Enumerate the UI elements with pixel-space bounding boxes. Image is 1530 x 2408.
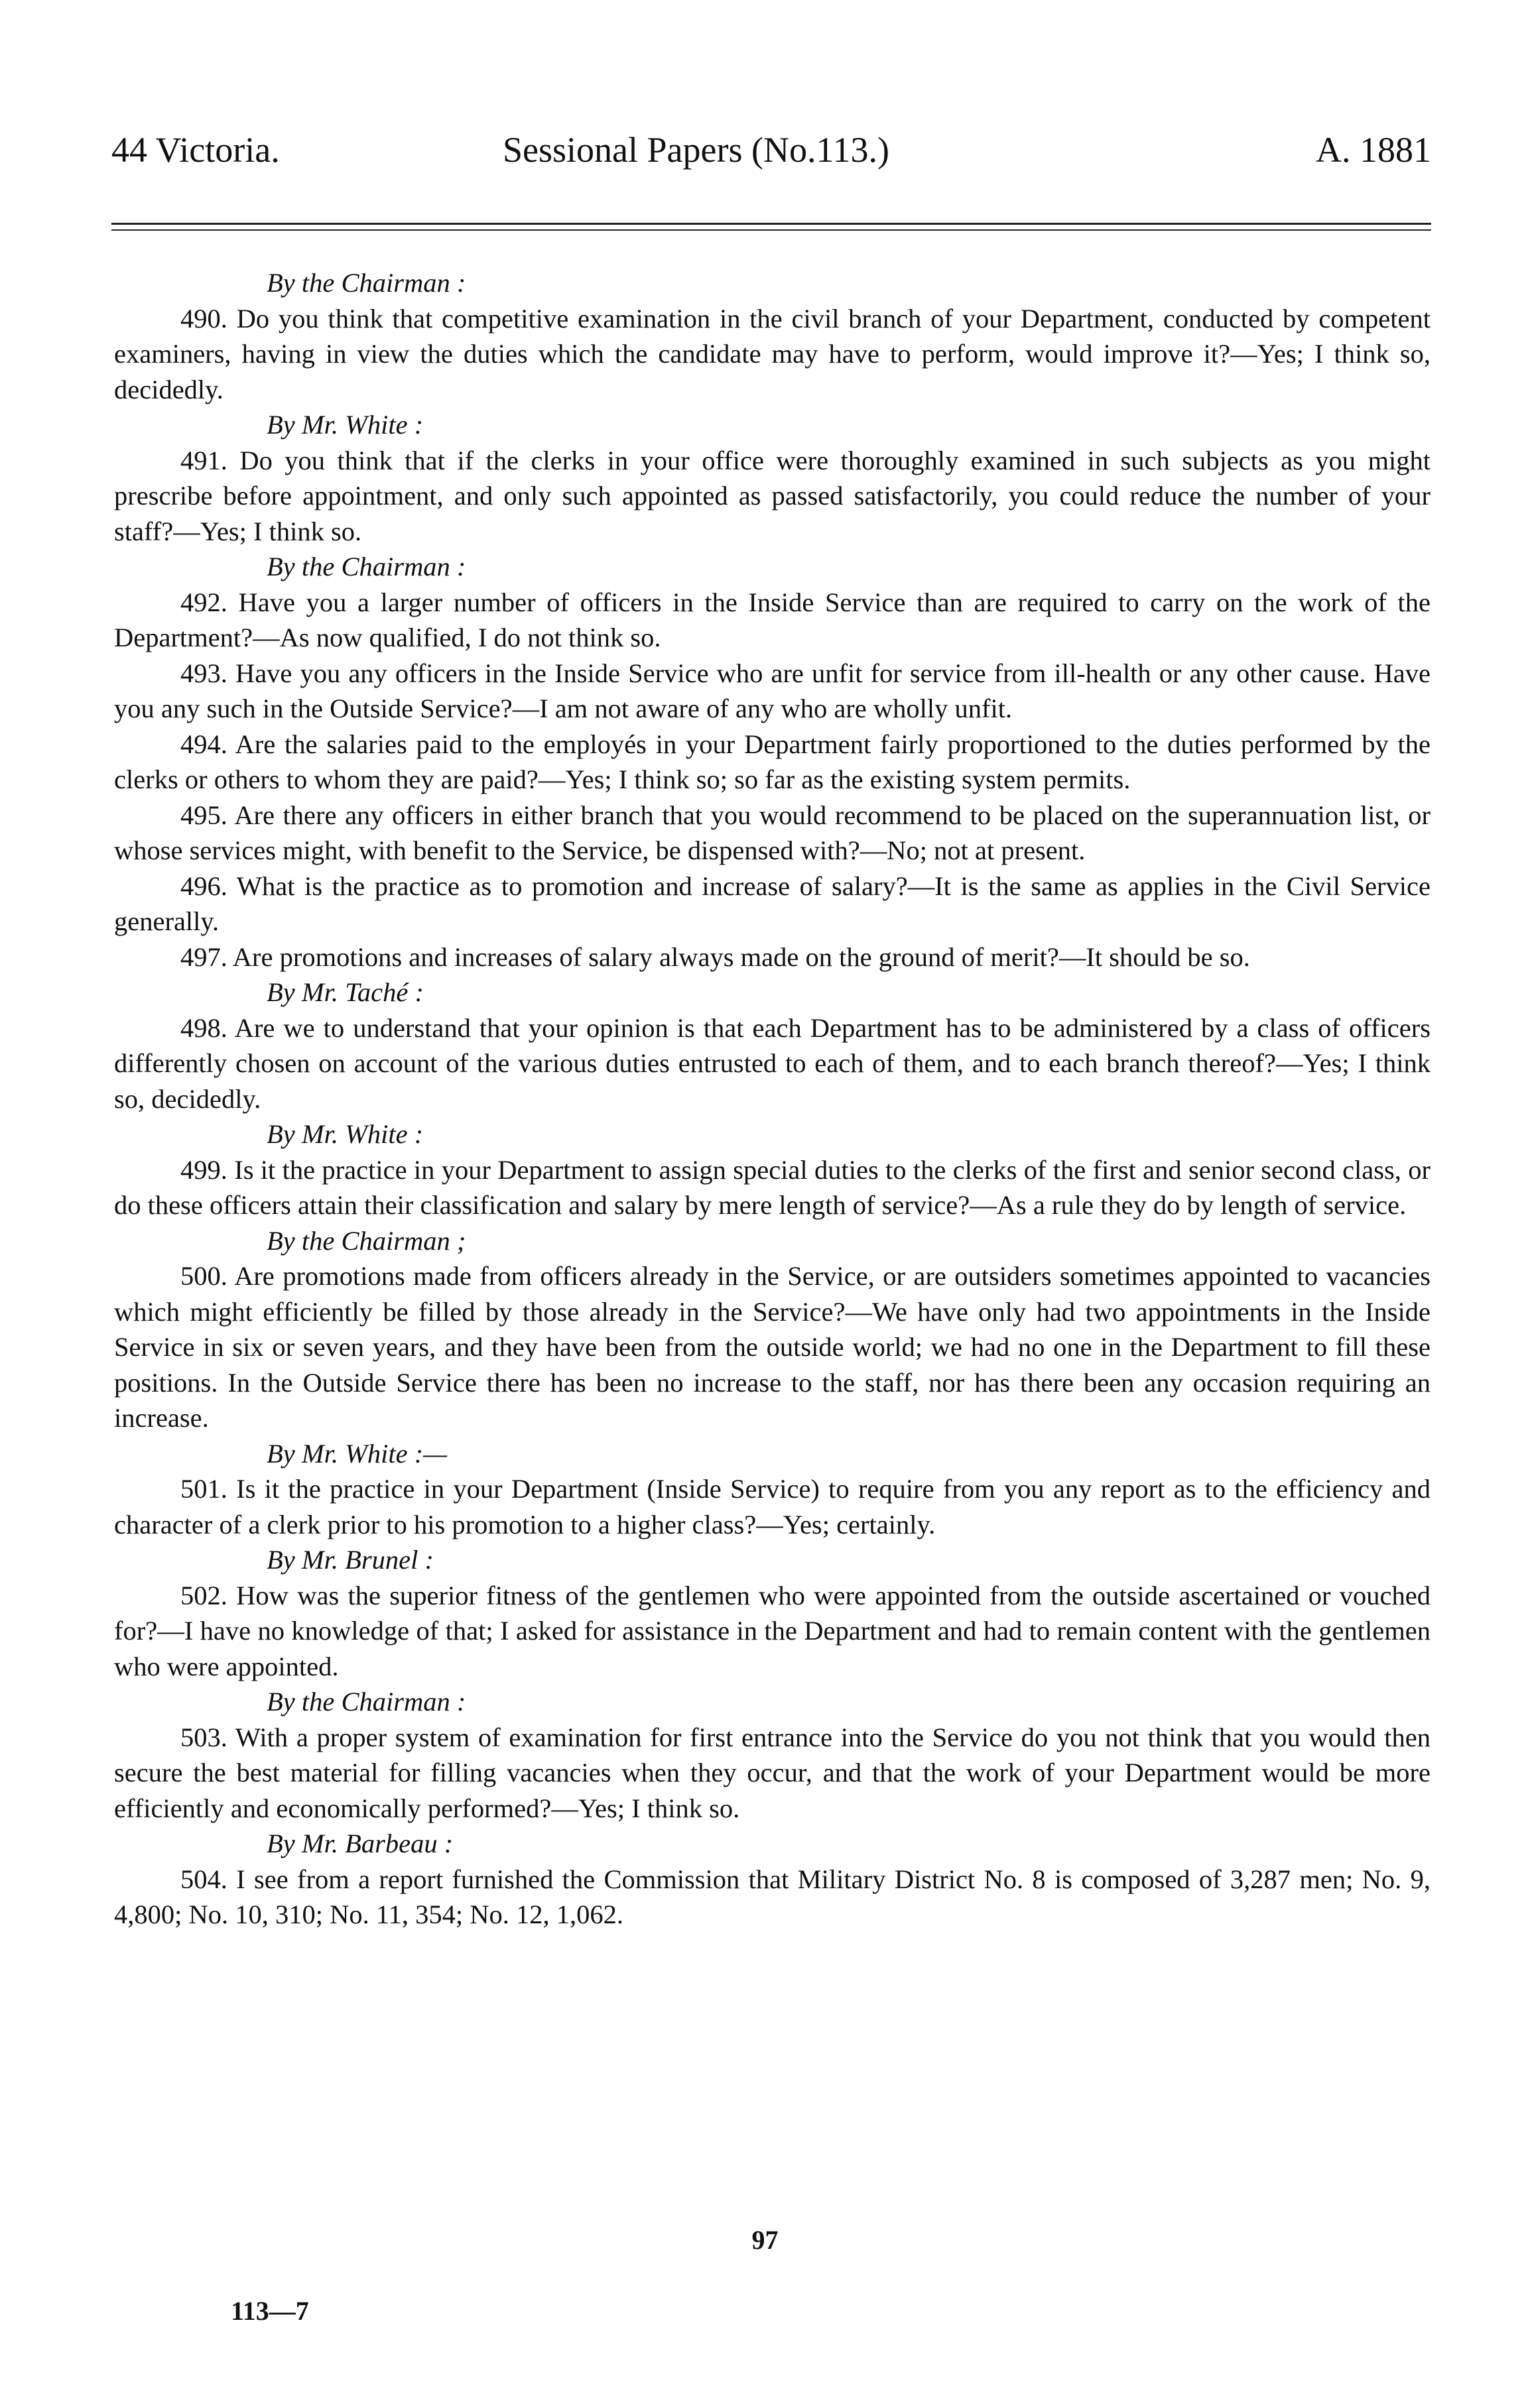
header-rule-top — [111, 223, 1431, 225]
speaker-heading: By the Chairman : — [267, 552, 466, 581]
question-answer: 497. Are promotions and increases of salary always made on the ground of merit?—It should be so. — [180, 941, 1250, 972]
speaker-heading: By Mr. White :— — [267, 1438, 448, 1469]
question-answer: 501. Is it the practice in your Department (Inside Service) to require from you any report as to the efficiency and character of a clerk prior to his promotion to a higher class?—Yes; certainly. — [114, 1474, 1431, 1539]
running-header — [111, 129, 1431, 182]
question-answer: 502. How was the superior fitness of the gentlemen who were appointed from the outside ascertained or vouched for?—I have no knowledge of that; I asked for assistance in the Department and had to remain content with the gentlemen who were appointed. — [114, 1580, 1431, 1681]
header-title: Sessional Papers (No.113.) — [503, 130, 889, 170]
question-answer: 503. With a proper system of examination for first entrance into the Service do you not think that you would then secure the best material for filling vacancies when they occur, and that the work of your Department would be more efficiently and economically performed?—Yes; I think so. — [114, 1722, 1431, 1823]
speaker-heading: By Mr. White : — [267, 1119, 424, 1149]
speaker-heading: By the Chairman ; — [267, 1225, 466, 1256]
signature-mark: 113—7 — [231, 2296, 309, 2326]
speaker-heading: By Mr. Barbeau : — [267, 1829, 454, 1858]
header-year: A. 1881 — [1316, 130, 1431, 170]
question-answer: 490. Do you think that competitive examination in the civil branch of your Department, conducted by competent examiners, having in view the duties which the candidate may have to perform, would improve it?—Yes; I think so, decidedly. — [114, 303, 1431, 404]
page-number: 97 — [751, 2225, 779, 2255]
question-answer: 494. Are the salaries paid to the employés in your Department fairly proportioned to the duties performed by the clerks or others to whom they are paid?—Yes; I think so; so far as the existing system permits. — [114, 729, 1431, 794]
speaker-heading: By the Chairman : — [267, 1687, 466, 1716]
question-answer: 500. Are promotions made from officers already in the Service, or are outsiders sometimes appointed to vacancies which might efficiently be filled by those already in the Service?—We have only had two appointments in the Inside Service in six or seven years, and they have been from the outside world; we had no one in the Department to fill these positions. In the Outside Service there has been no increase to the staff, nor has there been any occasion requiring an increase. — [114, 1261, 1431, 1433]
speaker-heading: By Mr. White : — [267, 410, 424, 440]
header-volume: 44 Victoria. — [111, 130, 280, 170]
question-answer: 496. What is the practice as to promotion and increase of salary?—It is the same as applies in the Civil Service generally. — [114, 871, 1431, 936]
question-answer: 495. Are there any officers in either branch that you would recommend to be placed on the superannuation list, or whose services might, with benefit to the Service, be dispensed with?—No; not at present. — [114, 800, 1431, 865]
header-rule-bottom — [111, 229, 1431, 231]
question-answer: 492. Have you a larger number of officers in the Inside Service than are required to carry on the work of the Department?—As now qualified, I do not think so. — [114, 587, 1431, 652]
question-answer: 504. I see from a report furnished the Commission that Military District No. 8 is composed of 3,287 men; No. 9, 4,800; No. 10, 310; No. 11, 354; No. 12, 1,062. — [114, 1864, 1431, 1929]
document-body — [114, 265, 1431, 1933]
speaker-heading: By Mr. Taché : — [267, 977, 424, 1007]
question-answer: 493. Have you any officers in the Inside Service who are unfit for service from ill-health or any other cause. Have you any such in the Outside Service?—I am not aware of any who are wholly unfit. — [114, 658, 1431, 723]
question-answer: 499. Is it the practice in your Department to assign special duties to the clerks of the first and senior second class, or do these officers attain their classification and salary by mere length of service?—As a rule they do by length of service. — [114, 1154, 1431, 1220]
question-answer: 491. Do you think that if the clerks in your office were thoroughly examined in such subjects as you might prescribe before appointment, and only such appointed as passed satisfactorily, you could reduce the number of your staff?—Yes; I think so. — [114, 445, 1431, 546]
speaker-heading: By Mr. Brunel : — [267, 1545, 434, 1575]
question-answer: 498. Are we to understand that your opinion is that each Department has to be administered by a class of officers differently chosen on account of the various duties entrusted to each of them, and to each branch thereof?—Yes; I think so, decidedly. — [114, 1012, 1431, 1114]
speaker-heading: By the Chairman : — [267, 268, 466, 298]
